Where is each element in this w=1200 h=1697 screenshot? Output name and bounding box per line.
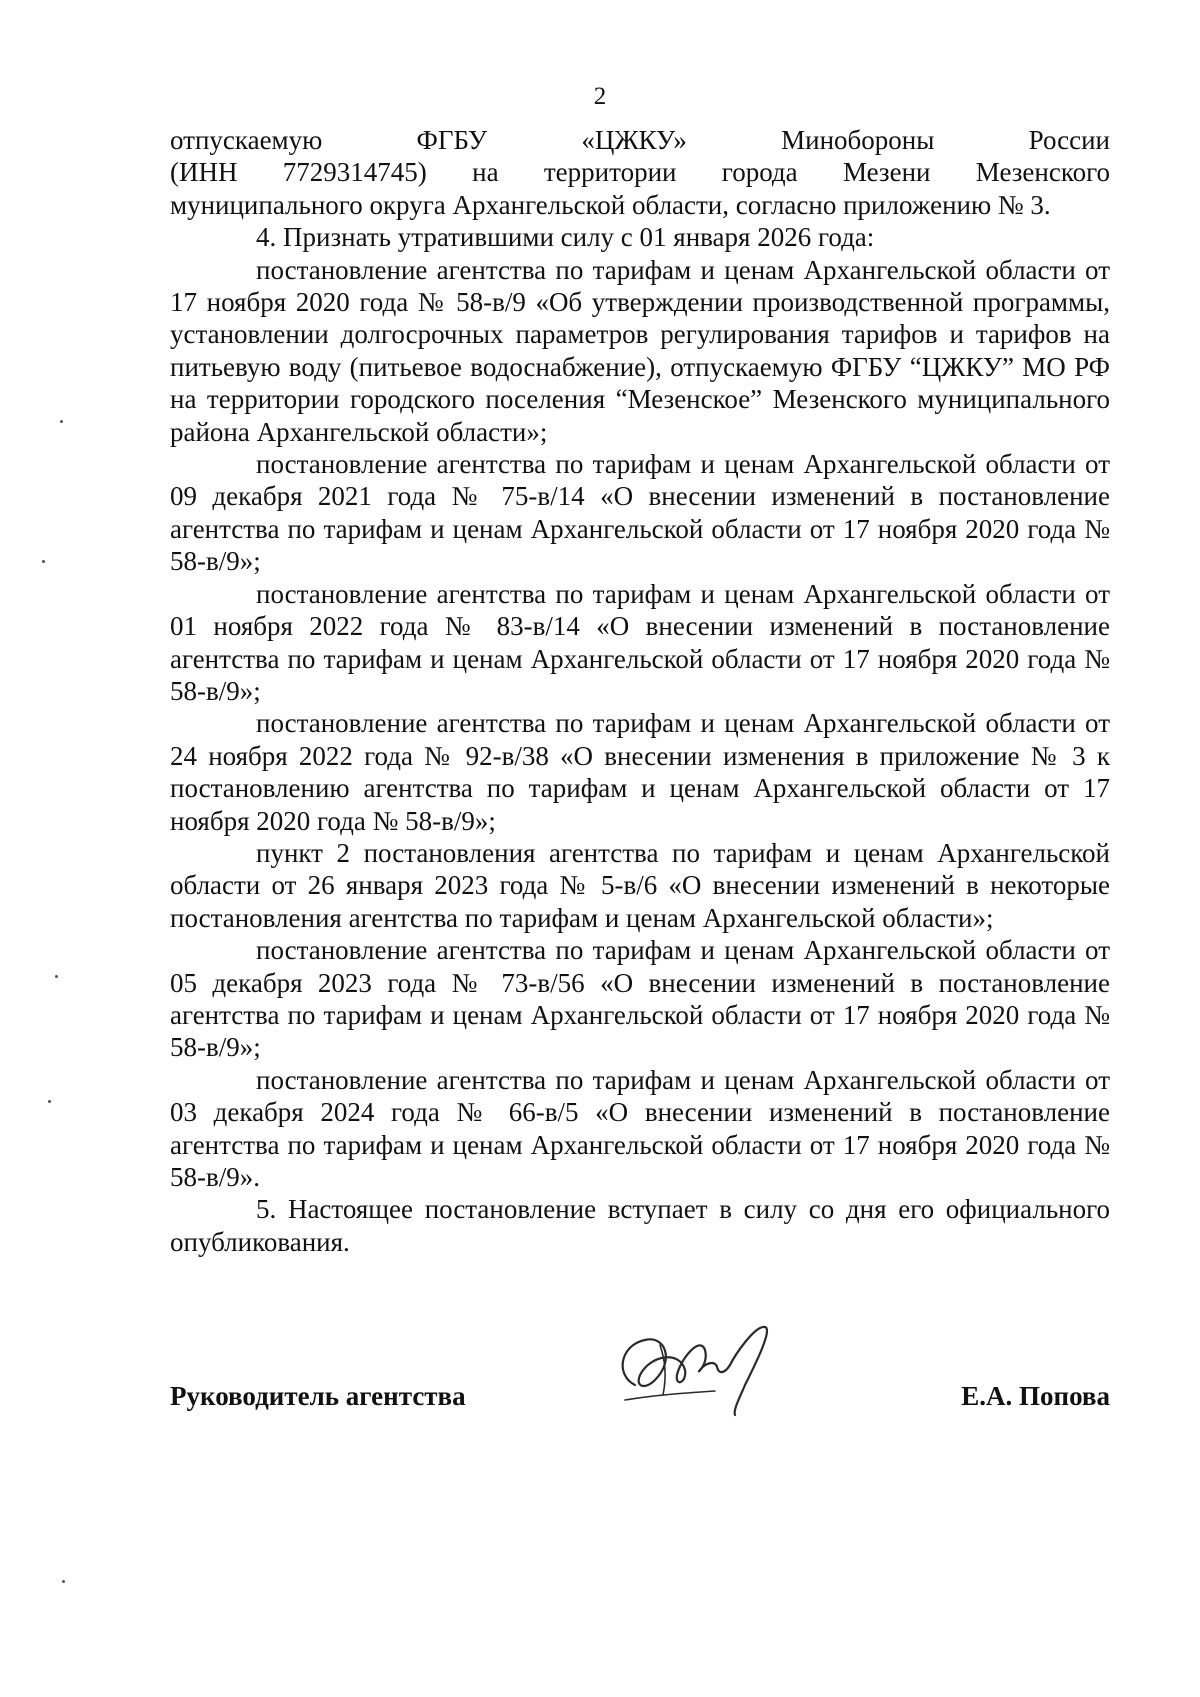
text-line: муниципального округа Архангельской области, согласно приложению № 3. (170, 189, 1051, 220)
scan-speck (55, 975, 58, 978)
page-number: 2 (593, 83, 607, 110)
text-line: (ИНН 7729314745) на территории города Мезени Мезенского (170, 157, 1110, 188)
paragraph-decree-2022-nov-24: постановление агентства по тарифам и ценам Архангельской области от 24 ноября 2022 года № 92-в/38 «О внесении изменения в приложение № 3 к постановлению агентства по тарифам и ценам Архангельской области от 17 ноября 2020 года № 58-в/9»; (170, 708, 1110, 836)
scan-speck (62, 1580, 65, 1583)
paragraph-decree-2023-jan: пункт 2 постановления агентства по тарифам и ценам Архангельской области от 26 января 2023 года № 5-в/6 «О внесении изменений в некоторые постановления агентства по тарифам и ценам Архангельской области»; (170, 837, 1110, 933)
paragraph-clause-5: 5. Настоящее постановление вступает в силу со дня его официального опубликования. (170, 1194, 1110, 1257)
text-line: отпускаемую ФГБУ «ЦЖКУ» Минобороны России (170, 125, 1110, 155)
signature-block (170, 1360, 1110, 1440)
scan-speck (48, 1100, 51, 1103)
paragraph-continuation (170, 124, 1110, 221)
paragraph-decree-2024: постановление агентства по тарифам и ценам Архангельской области от 03 декабря 2024 года № 66-в/5 «О внесении изменений в постановление агентства по тарифам и ценам Архангельской области от 17 ноября 2020 года № 58-в/9». (170, 1064, 1110, 1192)
paragraph-decree-2023-dec: постановление агентства по тарифам и ценам Архангельской области от 05 декабря 2023 года № 73-в/56 «О внесении изменений в постановление агентства по тарифам и ценам Архангельской области от 17 ноября 2020 года № 58-в/9»; (170, 935, 1110, 1063)
scan-speck (60, 420, 63, 423)
scan-speck (42, 560, 45, 563)
document-body (170, 124, 1110, 1258)
signatory-name: Е.А. Попова (961, 1381, 1110, 1411)
paragraph-decree-2022-nov-01: постановление агентства по тарифам и ценам Архангельской области от 01 ноября 2022 года № 83-в/14 «О внесении изменений в постановление агентства по тарифам и ценам Архангельской области от 17 ноября 2020 года № 58-в/9»; (170, 578, 1110, 706)
handwritten-signature (605, 1315, 785, 1425)
signatory-title: Руководитель агентства (170, 1381, 466, 1411)
paragraph-decree-2021: постановление агентства по тарифам и ценам Архангельской области от 09 декабря 2021 года № 75-в/14 «О внесении изменений в постановление агентства по тарифам и ценам Архангельской области от 17 ноября 2020 года № 58-в/9»; (170, 449, 1110, 577)
paragraph-clause-4: 4. Признать утратившими силу с 01 января 2026 года: (256, 222, 875, 253)
paragraph-decree-2020: постановление агентства по тарифам и ценам Архангельской области от 17 ноября 2020 года № 58-в/9 «Об утверждении производственной программы, установлении долгосрочных параметров регулирования тарифов и тарифов на питьевую воду (питьевое водоснабжение), отпускаемую ФГБУ “ЦЖКУ” МО РФ на территории городского поселения “Мезенское” Мезенского муниципального района Архангельской области»; (170, 254, 1110, 447)
